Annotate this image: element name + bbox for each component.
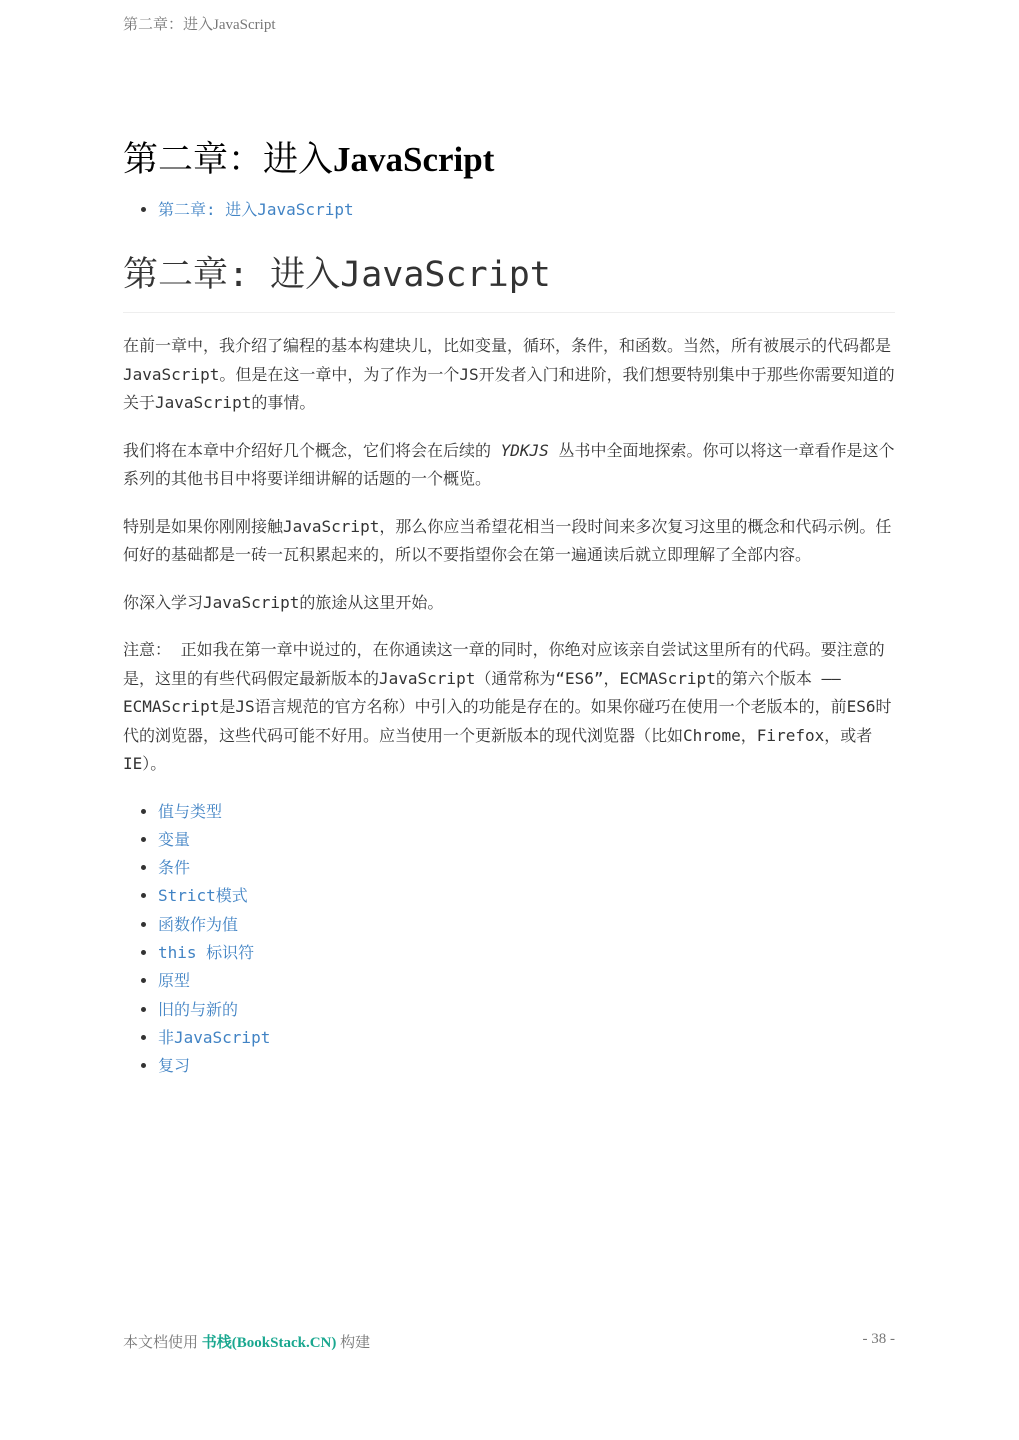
list-item [158,911,895,939]
book-chapter-title [123,138,895,182]
chapter-heading: 第二章: 进入JavaScript [123,252,895,313]
page-number: - 38 - [862,1331,895,1347]
paragraph-beginners: 特别是如果你刚刚接触JavaScript，那么你应当希望花相当一段时间来多次复习这里的概念和代码示例。任何好的基础都是一砖一瓦积累起来的，所以不要指望你会在第一遍通读后就立即理解了全部内容。 [123,516,892,564]
paragraph-note: 注意： 正如我在第一章中说过的，在你通读这一章的同时，你绝对应该亲自尝试这里所有的代码。要注意的是，这里的有些代码假定最新版本的JavaScript（通常称为“ES6”，ECMAScript的第六个版本 —— ECMAScript是JS语言规范的官方名称）中引入的功能是存在的。如果你碰巧在使用一个老版本的，前ES6时代的浏览器，这些代码可能不好用。应当使用一个更新版本的现代浏览器（比如Chrome，Firefox，或者IE）。 [123,640,892,773]
list-item [158,798,895,826]
toc-item [158,198,895,222]
title-cjk: 第二章：进入 [123,140,334,179]
list-item [158,996,895,1024]
section-link-this-identifier[interactable]: this 标识符 [158,942,255,962]
section-link-conditionals[interactable]: 条件 [158,858,191,878]
section-link-non-javascript[interactable]: 非JavaScript [158,1027,271,1047]
paragraph-journey: 你深入学习JavaScript的旅途从这里开始。 [123,592,444,612]
footer-prefix: 本文档使用 [123,1335,202,1351]
section-link-list [123,798,895,1081]
footer-brand-link[interactable]: 书栈(BookStack.CN) [201,1335,337,1351]
section-link-prototypes[interactable]: 原型 [158,971,191,991]
footer-credit [123,1331,370,1352]
list-item [158,1024,895,1052]
paragraph-concepts [123,437,895,494]
list-item [158,854,895,882]
footer-suffix: 构建 [336,1335,371,1351]
section-link-values-types[interactable]: 值与类型 [158,801,223,821]
list-item [158,826,895,854]
section-link-variables[interactable]: 变量 [158,829,191,849]
paragraph-concepts-after: 丛书中全面地探索。你可以将这一章看作是这个系列的其他书目中将要详细讲解的话题的一个概览。 [123,440,895,488]
section-link-review[interactable]: 复习 [158,1056,191,1076]
section-link-functions-as-values[interactable]: 函数作为值 [158,914,239,934]
section-link-strict-mode[interactable]: Strict模式 [158,886,248,906]
running-header: 第二章：进入JavaScript [123,17,276,33]
page-content [123,138,895,1080]
title-latin: JavaScript [333,140,495,179]
series-name: YDKJS [500,440,549,460]
list-item [158,1052,895,1080]
paragraph-intro: 在前一章中，我介绍了编程的基本构建块儿，比如变量，循环，条件，和函数。当然，所有被展示的代码都是JavaScript。但是在这一章中，为了作为一个JS开发者入门和进阶，我们想要特别集中于那些你需要知道的关于JavaScript的事情。 [123,336,895,412]
list-item [158,967,895,995]
list-item [158,939,895,967]
list-item [158,882,895,910]
toc-link-chapter-2[interactable]: 第二章: 进入JavaScript [158,200,354,219]
section-link-old-new[interactable]: 旧的与新的 [158,999,239,1019]
paragraph-concepts-before: 我们将在本章中介绍好几个概念，它们将会在后续的 [123,440,501,460]
chapter-toc [123,198,895,222]
